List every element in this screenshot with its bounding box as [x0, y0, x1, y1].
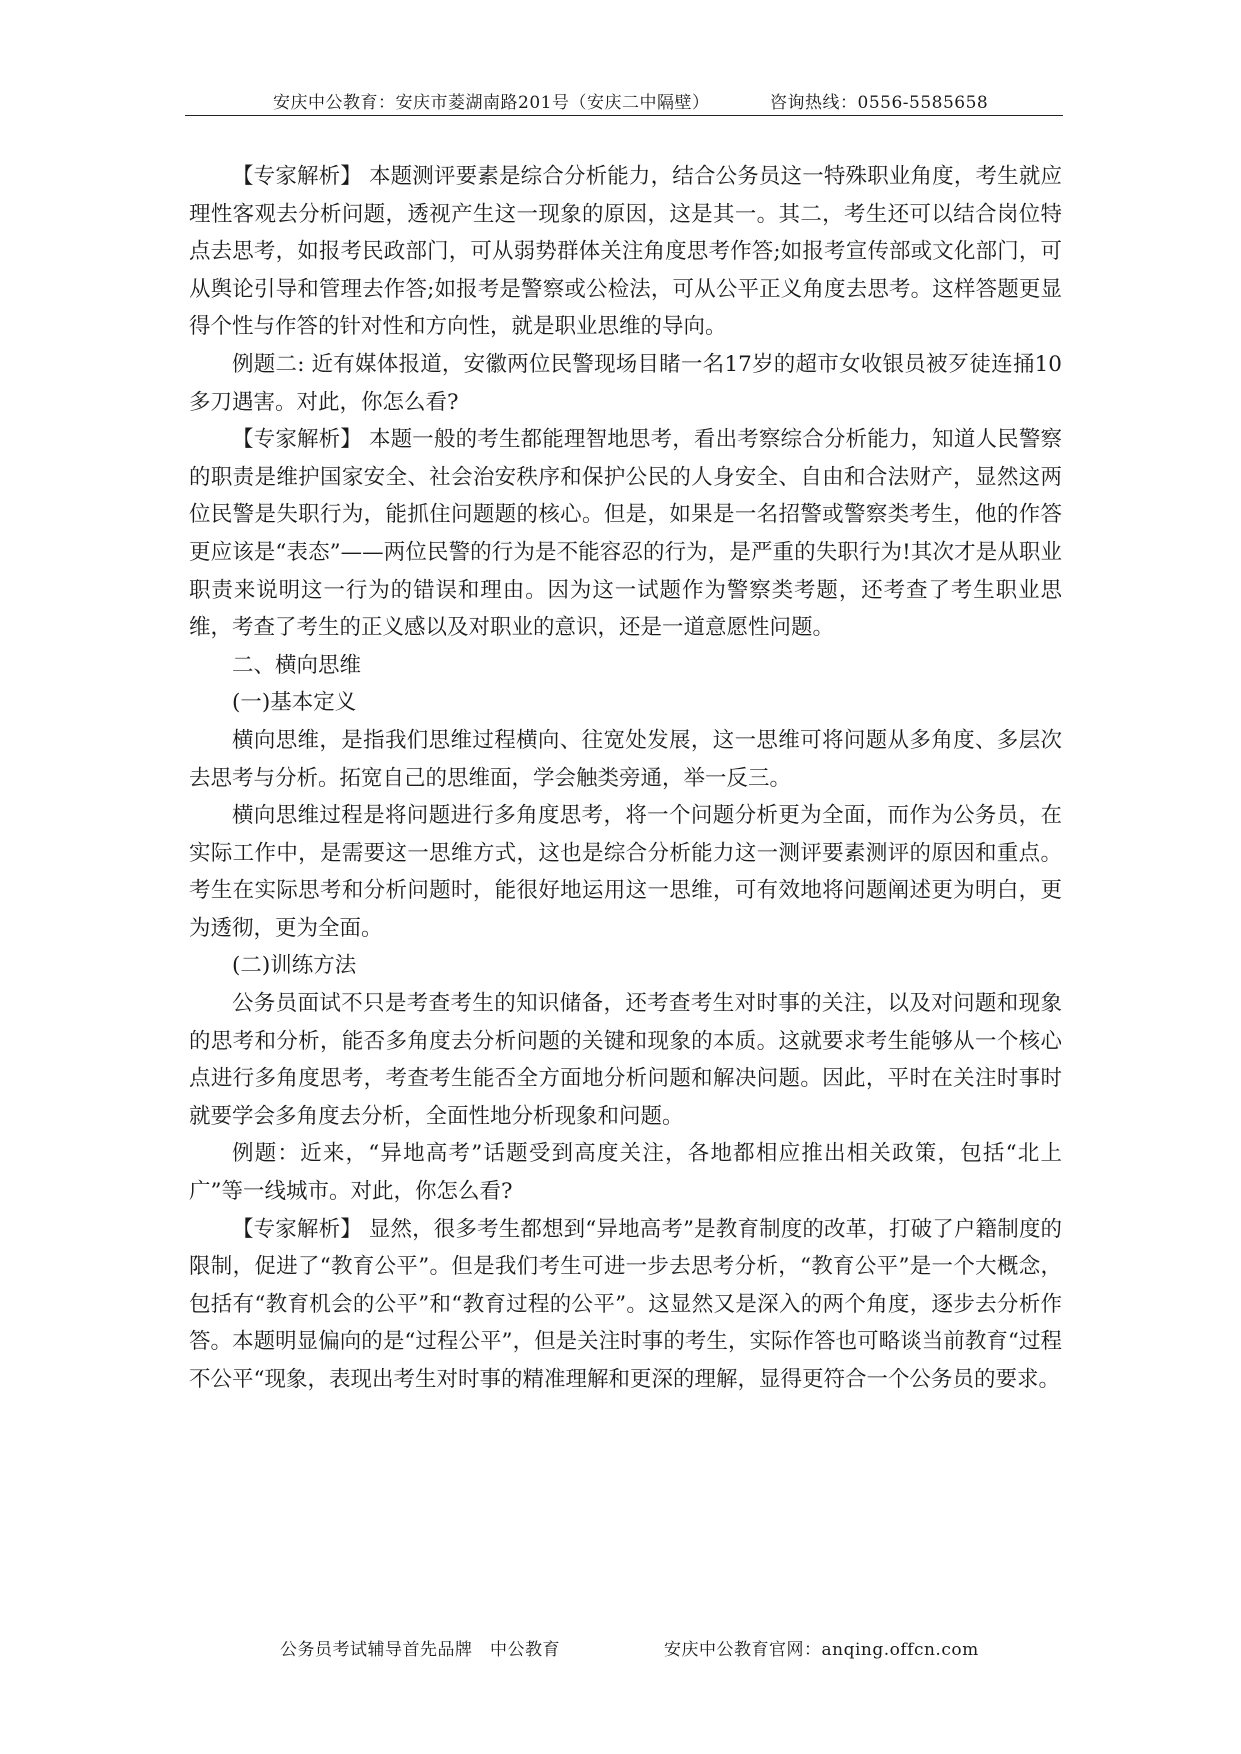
subheading-basic-definition: (一)基本定义 [232, 690, 357, 716]
document-body [189, 158, 1062, 1399]
paragraph-example-2: 例题二: 近有媒体报道，安徽两位民警现场目睹一名17岁的超市女收银员被歹徒连捅10多刀遇害。对此，你怎么看? [189, 351, 1062, 415]
page-footer [0, 1635, 1241, 1663]
header-hotline: 咨询热线：0556-5585658 [770, 93, 989, 113]
paragraph-expert-analysis-2: 【专家解析】 本题一般的考生都能理智地思考，看出考察综合分析能力，知道人民警察的职责是维护国家安全、社会治安秩序和保护公民的人身安全、自由和合法财产，显然这两位民警是失职行为，能抓住问题题的核心。但是，如果是一名招警或警察类考生，他的作答更应该是“表态”——两位民警的行为是不能容忍的行为，是严重的失职行为!其次才是从职业职责来说明这一行为的错误和理由。因为这一试题作为警察类考题，还考查了考生职业思维，考查了考生的正义感以及对职业的意识，还是一道意愿性问题。 [189, 427, 1062, 641]
footer-website: 安庆中公教育官网：anqing.offcn.com [664, 1640, 979, 1660]
paragraph-expert-analysis-3: 【专家解析】 显然，很多考生都想到“异地高考”是教育制度的改革，打破了户籍制度的限制，促进了“教育公平”。但是我们考生可进一步去思考分析，“教育公平”是一个大概念，包括有“教育机会的公平”和“教育过程的公平”。这显然又是深入的两个角度，逐步去分析作答。本题明显偏向的是“过程公平”，但是关注时事的考生，实际作答也可略谈当前教育“过程不公平“现象，表现出考生对时事的精准理解和更深的理解，显得更符合一个公务员的要求。 [189, 1216, 1062, 1392]
page-header [185, 86, 1065, 116]
header-address: 安庆中公教育：安庆市菱湖南路201号（安庆二中隔壁） [273, 93, 710, 113]
paragraph-lateral-process: 横向思维过程是将问题进行多角度思考，将一个问题分析更为全面，而作为公务员，在实际工作中，是需要这一思维方式，这也是综合分析能力这一测评要素测评的原因和重点。考生在实际思考和分析问题时，能很好地运用这一思维，可有效地将问题阐述更为明白，更为透彻，更为全面。 [189, 803, 1062, 941]
paragraph-definition: 横向思维，是指我们思维过程横向、往宽处发展，这一思维可将问题从多角度、多层次去思考与分析。拓宽自己的思维面，学会触类旁通，举一反三。 [189, 727, 1062, 791]
subheading-training-method: (二)训练方法 [232, 953, 357, 979]
paragraph-expert-analysis-1: 【专家解析】 本题测评要素是综合分析能力，结合公务员这一特殊职业角度，考生就应理性客观去分析问题，透视产生这一现象的原因，这是其一。其二，考生还可以结合岗位特点去思考，如报考民政部门，可从弱势群体关注角度思考作答;如报考宣传部或文化部门，可从舆论引导和管理去作答;如报考是警察或公检法，可从公平正义角度去思考。这样答题更显得个性与作答的针对性和方向性，就是职业思维的导向。 [189, 164, 1062, 340]
footer-brand: 公务员考试辅导首先品牌 中公教育 [280, 1640, 560, 1660]
paragraph-example: 例题：近来，“异地高考”话题受到高度关注，各地都相应推出相关政策，包括“北上广”等一线城市。对此，你怎么看? [189, 1141, 1062, 1205]
header-divider [185, 115, 1063, 116]
paragraph-training: 公务员面试不只是考查考生的知识储备，还考查考生对时事的关注，以及对问题和现象的思考和分析，能否多角度去分析问题的关键和现象的本质。这就要求考生能够从一个核心点进行多角度思考，考查考生能否全方面地分析问题和解决问题。因此，平时在关注时事时就要学会多角度去分析，全面性地分析现象和问题。 [189, 991, 1062, 1129]
section-heading-lateral-thinking: 二、横向思维 [232, 652, 362, 678]
